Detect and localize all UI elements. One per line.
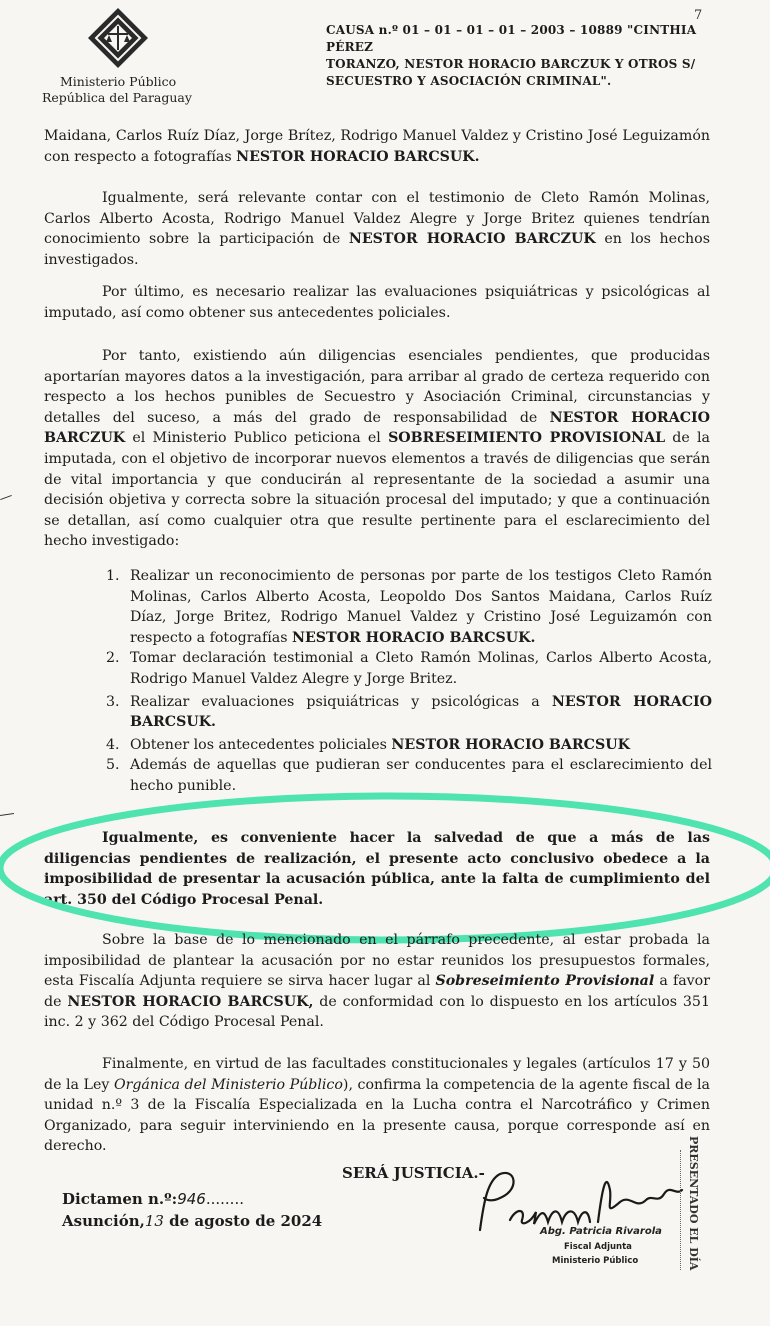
- list-item: 2. Tomar declaración testimonial a Cleto Ramón Molinas, Carlos Alberto Acosta, Rodrigo Manuel Valdez Alegre y Jorge Britez.: [106, 650, 712, 687]
- paragraph-1: Maidana, Carlos Ruíz Díaz, Jorge Brítez, Rodrigo Manuel Valdez y Cristino José Leguizamón con respecto a fotografías NESTOR HORACIO BARCSUK.: [44, 128, 710, 165]
- list-item: 4. Obtener los antecedentes policiales NESTOR HORACIO BARCSUK: [106, 736, 630, 753]
- reception-stamp: PRESENTADO EL DÍA: [687, 1136, 700, 1271]
- ministry-seal-logo: [76, 6, 160, 70]
- paragraph-5-highlighted: Igualmente, es conveniente hacer la salvedad de que a más de las diligencias pendientes de realización, el presente acto conclusivo obedece a la imposibilidad de presentar la acusación pública, ante la falta de cumplimiento del art. 350 del Código Procesal Penal.: [44, 830, 710, 908]
- ministry-name: Ministerio Público: [60, 74, 177, 89]
- page-number: 7: [694, 8, 703, 23]
- green-highlight-ellipse: [0, 788, 770, 948]
- stamp-border: [680, 1150, 681, 1270]
- signer-organization: Ministerio Público: [552, 1256, 639, 1266]
- list-item: 3. Realizar evaluaciones psiquiátricas y psicológicas a NESTOR HORACIO BARCSUK.: [106, 693, 712, 731]
- date-line: Asunción,13 de agosto de 2024: [62, 1212, 323, 1230]
- paragraph-7: Finalmente, en virtud de las facultades constitucionales y legales (artículos 17 y 50 de la Ley Orgánica del Ministerio Público), confirma la competencia de la agente fiscal de la unidad n.º 3 de la Fiscalía Especializada en la Lucha contra el Narcotráfico y Crimen Organizado, para seguir interviniendo en la presente causa, porque corresponde así en derecho.: [44, 1056, 711, 1155]
- case-header: CAUSA n.º 01 – 01 – 01 – 01 – 2003 – 10889 "CINTHIA PÉREZ TORANZO, NESTOR HORACIO BARCZUK Y OTROS S/ SECUESTRO Y ASOCIACIÓN CRIMINAL".: [326, 23, 697, 88]
- margin-mark: [0, 495, 12, 500]
- signer-title: Fiscal Adjunta: [564, 1242, 632, 1252]
- paragraph-2: Igualmente, será relevante contar con el testimonio de Cleto Ramón Molinas, Carlos Alberto Acosta, Rodrigo Manuel Valdez Alegre y Jorge Britez quienes tendrían conocimiento sobre la participación de NESTOR HORACIO BARCZUK en los hechos investigados.: [44, 190, 710, 268]
- dictamen-line: Dictamen n.º:946........: [62, 1190, 244, 1208]
- republic-name: República del Paraguay: [42, 90, 192, 105]
- list-item: 5. Además de aquellas que pudieran ser conducentes para el esclarecimiento del hecho punible.: [106, 757, 712, 794]
- paragraph-6: Sobre la base de lo mencionado en el párrafo precedente, al estar probada la imposibilidad de plantear la acusación por no estar reunidos los presupuestos formales, esta Fiscalía Adjunta requiere se sirva hacer lugar al Sobreseimiento Provisional a favor de NESTOR HORACIO BARCSUK, de conformidad con lo dispuesto en los artículos 351 inc. 2 y 362 del Código Procesal Penal.: [44, 932, 710, 1031]
- signer-name: Abg. Patricia Rivarola: [540, 1226, 662, 1237]
- closing-formula: SERÁ JUSTICIA.-: [342, 1164, 485, 1182]
- list-item: 1. Realizar un reconocimiento de personas por parte de los testigos Cleto Ramón Molinas, Carlos Alberto Acosta, Leopoldo Dos Santos Maidana, Carlos Ruíz Díaz, Jorge Britez, Rodrigo Manuel Valdez y Cristino José Leguizamón con respecto a fotografías NESTOR HORACIO BARCSUK.: [106, 568, 712, 646]
- paragraph-3: Por último, es necesario realizar las evaluaciones psiquiátricas y psicológicas al imputado, así como obtener sus antecedentes policiales.: [44, 284, 710, 321]
- diligence-list: [106, 566, 712, 797]
- paragraph-4: Por tanto, existiendo aún diligencias esenciales pendientes, que producidas aportarían mayores datos a la investigación, para arribar al grado de certeza requerido con respecto a los hechos punibles de Secuestro y Asociación Criminal, circunstancias y detalles del suceso, a más del grado de responsabilidad de NESTOR HORACIO BARCZUK el Ministerio Publico peticiona el SOBRESEIMIENTO PROVISIONAL de la imputada, con el objetivo de incorporar nuevos elementos a través de diligencias que serán de vital importancia y que conducirán al representante de la sociedad a asumir una decisión objetiva y correcta sobre la situación procesal del imputado; y que a continuación se detallan, así como cualquier otra que resulte pertinente para el esclarecimiento del hecho investigado:: [44, 348, 711, 550]
